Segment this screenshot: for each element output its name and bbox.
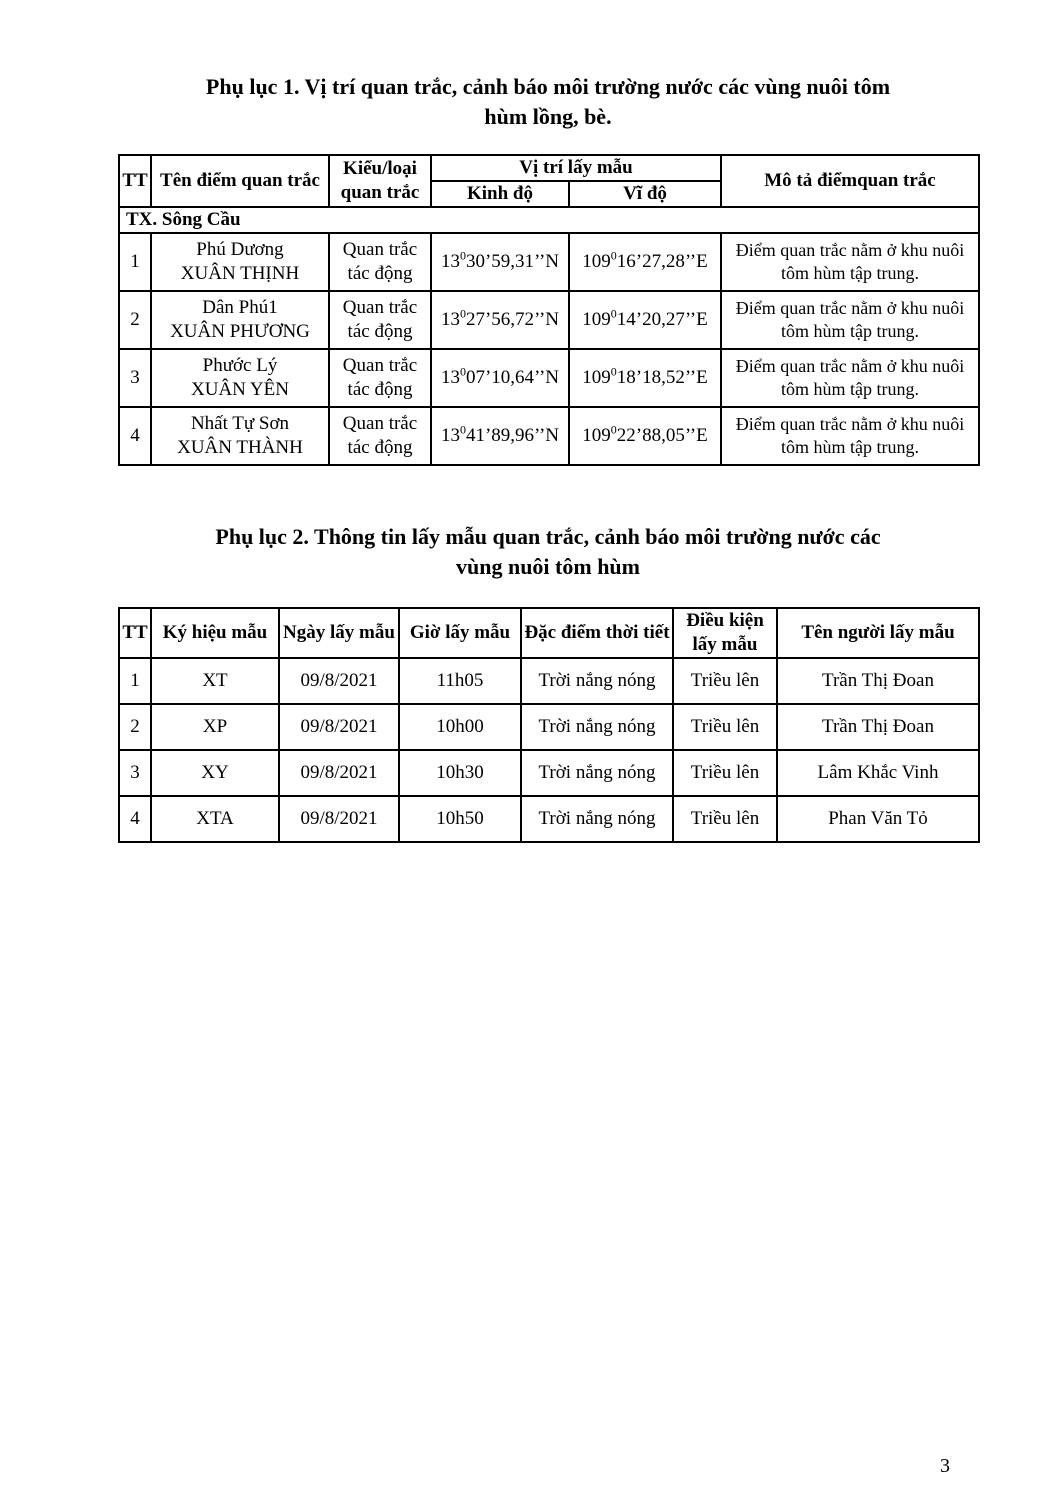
latitude: $109^022’88,05’’E$ bbox=[569, 407, 721, 465]
appendix2-title bbox=[118, 522, 978, 582]
header-description: Mô tả điểmquan trắc bbox=[721, 155, 979, 207]
sampling-condition: Triều lên bbox=[673, 750, 777, 796]
sampling-info-table bbox=[118, 607, 980, 843]
table-row bbox=[119, 750, 979, 796]
header-sampling-location: Vị trí lấy mẫu bbox=[431, 155, 721, 181]
header-collector: Tên người lấy mẫu bbox=[777, 608, 979, 658]
group-row bbox=[119, 207, 979, 233]
header-sample-code: Ký hiệu mẫu bbox=[151, 608, 279, 658]
weather: Trời nắng nóng bbox=[521, 796, 673, 842]
weather: Trời nắng nóng bbox=[521, 704, 673, 750]
weather: Trời nắng nóng bbox=[521, 750, 673, 796]
monitoring-type: Quan trắc tác động bbox=[329, 233, 431, 291]
header-sampling-time: Giờ lấy mẫu bbox=[399, 608, 521, 658]
header-sampling-condition: Điều kiện lấy mẫu bbox=[673, 608, 777, 658]
description: Điểm quan trắc nằm ở khu nuôi tôm hùm tập trung. bbox=[721, 291, 979, 349]
table-row bbox=[119, 796, 979, 842]
monitoring-type: Quan trắc tác động bbox=[329, 291, 431, 349]
header-monitoring-type: Kiểu/loại quan trắc bbox=[329, 155, 431, 207]
table2-header-row bbox=[119, 608, 979, 658]
sampling-condition: Triều lên bbox=[673, 796, 777, 842]
description: Điểm quan trắc nằm ở khu nuôi tôm hùm tập trung. bbox=[721, 233, 979, 291]
latitude: $109^014’20,27’’E$ bbox=[569, 291, 721, 349]
description: Điểm quan trắc nằm ở khu nuôi tôm hùm tập trung. bbox=[721, 349, 979, 407]
row-tt: 1 bbox=[119, 658, 151, 704]
sample-code: XY bbox=[151, 750, 279, 796]
longitude: $13^007’10,64’’N$ bbox=[431, 349, 569, 407]
header-tt: TT bbox=[119, 608, 151, 658]
monitoring-type: Quan trắc tác động bbox=[329, 407, 431, 465]
collector-name: Trần Thị Đoan bbox=[777, 658, 979, 704]
table-row bbox=[119, 291, 979, 349]
collector-name: Phan Văn Tỏ bbox=[777, 796, 979, 842]
appendix2-title-line1: Phụ lục 2. Thông tin lấy mẫu quan trắc, cảnh báo môi trường nước các bbox=[215, 524, 881, 549]
row-tt: 3 bbox=[119, 750, 151, 796]
collector-name: Lâm Khắc Vinh bbox=[777, 750, 979, 796]
station-name: Phú Dương XUÂN THỊNH bbox=[151, 233, 329, 291]
row-tt: 2 bbox=[119, 704, 151, 750]
header-weather: Đặc điểm thời tiết bbox=[521, 608, 673, 658]
station-name: Phước Lý XUÂN YÊN bbox=[151, 349, 329, 407]
monitoring-type: Quan trắc tác động bbox=[329, 349, 431, 407]
table-row bbox=[119, 704, 979, 750]
longitude: $13^041’89,96’’N$ bbox=[431, 407, 569, 465]
sampling-date: 09/8/2021 bbox=[279, 750, 399, 796]
appendix2-title-line2: vùng nuôi tôm hùm bbox=[455, 554, 640, 579]
longitude: $13^027’56,72’’N$ bbox=[431, 291, 569, 349]
appendix1-title-line2: hùm lồng, bè. bbox=[484, 104, 612, 129]
page-number: 3 bbox=[940, 1455, 950, 1477]
monitoring-locations-table bbox=[118, 154, 980, 466]
sampling-date: 09/8/2021 bbox=[279, 658, 399, 704]
collector-name: Trần Thị Đoan bbox=[777, 704, 979, 750]
row-tt: 4 bbox=[119, 407, 151, 465]
appendix1-title bbox=[118, 72, 978, 132]
table-row bbox=[119, 233, 979, 291]
sampling-date: 09/8/2021 bbox=[279, 796, 399, 842]
station-name: Nhất Tự Sơn XUÂN THÀNH bbox=[151, 407, 329, 465]
sampling-time: 10h50 bbox=[399, 796, 521, 842]
row-tt: 3 bbox=[119, 349, 151, 407]
description: Điểm quan trắc nằm ở khu nuôi tôm hùm tập trung. bbox=[721, 407, 979, 465]
table-row bbox=[119, 407, 979, 465]
table1-header-row bbox=[119, 155, 979, 181]
latitude: $109^018’18,52’’E$ bbox=[569, 349, 721, 407]
weather: Trời nắng nóng bbox=[521, 658, 673, 704]
header-latitude: Vĩ độ bbox=[569, 181, 721, 207]
header-sampling-date: Ngày lấy mẫu bbox=[279, 608, 399, 658]
sampling-time: 10h30 bbox=[399, 750, 521, 796]
sampling-condition: Triều lên bbox=[673, 658, 777, 704]
station-name: Dân Phú1 XUÂN PHƯƠNG bbox=[151, 291, 329, 349]
group-label: TX. Sông Cầu bbox=[119, 207, 979, 233]
row-tt: 2 bbox=[119, 291, 151, 349]
table-row bbox=[119, 658, 979, 704]
row-tt: 1 bbox=[119, 233, 151, 291]
header-tt: TT bbox=[119, 155, 151, 207]
header-longitude: Kinh độ bbox=[431, 181, 569, 207]
sample-code: XT bbox=[151, 658, 279, 704]
sample-code: XP bbox=[151, 704, 279, 750]
row-tt: 4 bbox=[119, 796, 151, 842]
longitude: $13^030’59,31’’N$ bbox=[431, 233, 569, 291]
sampling-date: 09/8/2021 bbox=[279, 704, 399, 750]
table-row bbox=[119, 349, 979, 407]
sampling-time: 11h05 bbox=[399, 658, 521, 704]
sampling-time: 10h00 bbox=[399, 704, 521, 750]
latitude: $109^016’27,28’’E$ bbox=[569, 233, 721, 291]
appendix1-title-line1: Phụ lục 1. Vị trí quan trắc, cảnh báo môi trường nước các vùng nuôi tôm bbox=[205, 74, 891, 99]
sampling-condition: Triều lên bbox=[673, 704, 777, 750]
header-station-name: Tên điểm quan trắc bbox=[151, 155, 329, 207]
sample-code: XTA bbox=[151, 796, 279, 842]
